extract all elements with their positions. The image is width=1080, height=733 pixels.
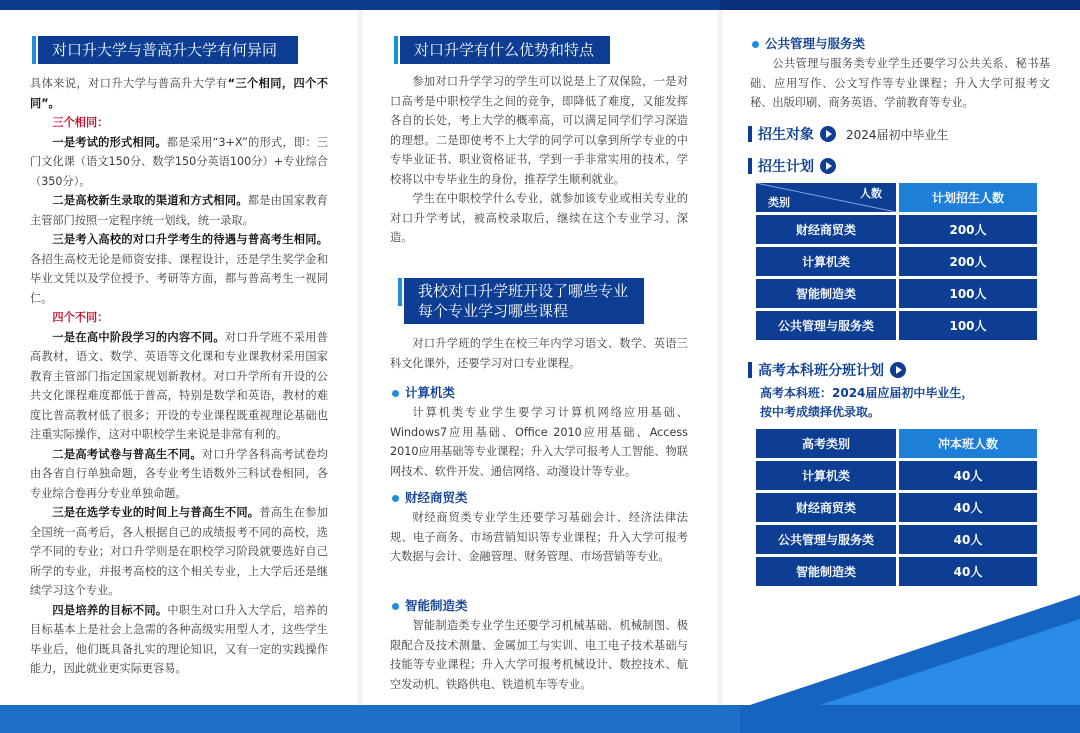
category-computer-text: 计算机类专业学生要学习计算机网络应用基础、Windows7应用基础、Office 2010应用基础、Access 2010应用基础等专业课程；升入大学可报考人工智能、物联网技术、软件开发、通信网络、动漫设计等专业。 (390, 406, 688, 478)
gk-class-table (753, 426, 1040, 589)
top-bar (0, 0, 1080, 10)
majors-title-line2: 每个专业学习哪些课程 (418, 302, 569, 320)
play-icon (890, 362, 906, 378)
table-row (756, 557, 1037, 586)
gk-description (760, 384, 973, 422)
same-1 (30, 133, 328, 192)
table-row (756, 215, 1037, 244)
diff-4 (30, 601, 328, 679)
diff-2-text: 对口升学各科高考试卷均由各省自行单独命题，各专业考生语数外三科试卷相同，各专业综合卷再分专业单独命题。 (30, 447, 328, 500)
diff-4-bold: 四是培养的目标不同。 (52, 603, 168, 617)
panel-middle (362, 10, 718, 705)
same-3-text: 各招生高校无论是师资安排、课程设计，还是学生奖学金和毕业文凭以及学位授予、考研等方面，都与普高考生一视同仁。 (30, 252, 328, 305)
row-count: 200人 (899, 247, 1037, 276)
top-bar-accent (720, 0, 1080, 10)
diff-1-text: 对口升学班不采用普高教材，语文、数学、英语等文化课和专业课教材采用国家教育主管部门指定国家规划新教材。对口升学所有开设的公共文化课程难度都低于普高，特别是数学和英语，教材的难度比普高教材低了很多；开设的专业课程既重视理论基础也注重实际操作，这对中职校学生来说是非常有利的。 (30, 330, 328, 441)
plan-heading (748, 156, 836, 176)
bullet-icon (392, 390, 399, 397)
majors-intro (390, 334, 688, 373)
section-title-majors (404, 278, 644, 324)
section-title-advantages: 对口升学有什么优势和特点 (400, 36, 610, 64)
four-diff-label: 四个不同： (52, 311, 109, 324)
same-3 (30, 230, 328, 308)
category-finance (392, 488, 468, 506)
row-name: 智能制造类 (756, 279, 896, 308)
panel-right (722, 10, 1080, 705)
table-row (756, 525, 1037, 554)
diff-3-text: 普高生在参加全国统一高考后，各人根据自己的成绩报考不同的高校，选学不同的专业；对口升学则是在职校学习阶段就要选好自己所学的专业，并报考高校的这个相关专业，上大学后还是继续学习这个专业。 (30, 506, 328, 597)
bullet-icon (392, 495, 399, 502)
differences-body (30, 74, 328, 679)
header-category-label: 类别 (768, 196, 790, 209)
table-row (756, 311, 1037, 340)
category-manufacturing-label: 智能制造类 (405, 598, 468, 613)
header-category-cell: 高考类别 (756, 429, 896, 458)
row-count: 40人 (899, 557, 1037, 586)
bullet-icon (392, 603, 399, 610)
table-row (756, 493, 1037, 522)
diff-2 (30, 445, 328, 504)
table-header-row (756, 429, 1037, 458)
row-count: 40人 (899, 461, 1037, 490)
bullet-icon (752, 41, 759, 48)
row-count: 40人 (899, 493, 1037, 522)
row-name: 智能制造类 (756, 557, 896, 586)
section-title-differences: 对口升大学与普高升大学有何异同 (38, 36, 298, 64)
target-heading (748, 124, 949, 144)
diff-2-bold: 二是高考试卷与普高生不同。 (52, 447, 202, 461)
diff-1-bold: 一是在高中阶段学习的内容不同。 (52, 330, 225, 344)
majors-title-line1: 我校对口升学班开设了哪些专业 (418, 282, 629, 300)
diff-3 (30, 503, 328, 601)
category-computer-desc (390, 403, 688, 481)
category-public-label: 公共管理与服务类 (765, 36, 866, 51)
row-name: 计算机类 (756, 247, 896, 276)
play-icon (820, 158, 836, 174)
diff-4-text: 中职生对口升入大学后，培养的目标基本上是社会上急需的各种高级实用型人才，这些学生毕业后，他们既具备扎实的理论知识，又有一定的实践操作能力，因此就业更实际更容易。 (30, 603, 328, 675)
advantages-para-2: 学生在中职校学什么专业，就参加该专业或相关专业的对口升学考试，被高校录取后，继续在这个专业学习、深造。 (390, 192, 688, 244)
category-public-desc (750, 54, 1050, 113)
header-plan-cell: 计划招生人数 (899, 183, 1037, 212)
category-manufacturing (392, 596, 468, 614)
category-computer-label: 计算机类 (405, 385, 456, 400)
intro-bold: “三个相同，四个不同”。 (30, 77, 328, 110)
advantages-body (390, 72, 688, 248)
enrollment-plan-table (753, 180, 1040, 343)
gk-label: 高考本科班分班计划 (758, 363, 884, 379)
diff-1 (30, 328, 328, 445)
category-finance-text: 财经商贸类专业学生还要学习基础会计、经济法律法规、电子商务、市场营销知识等专业课程；升入大学可报考大数据与会计、金融管理、财务管理、市场营销等专业。 (390, 511, 688, 563)
table-header-row (756, 183, 1037, 212)
row-count: 200人 (899, 215, 1037, 244)
row-name: 计算机类 (756, 461, 896, 490)
category-finance-desc (390, 508, 688, 567)
intro-text: 具体来说，对口升大学与普高升大学有 (30, 77, 228, 90)
same-2-bold: 二是高校新生录取的渠道和方式相同。 (52, 194, 248, 207)
row-count: 40人 (899, 525, 1037, 554)
gk-heading (748, 360, 906, 380)
header-count-cell: 冲本班人数 (899, 429, 1037, 458)
intro-paragraph (30, 74, 328, 113)
target-value: 2024届初中毕业生 (846, 128, 949, 142)
row-count: 100人 (899, 311, 1037, 340)
gk-desc-line1: 高考本科班：2024届应届初中毕业生， (760, 386, 974, 400)
three-same-label: 三个相同： (52, 116, 109, 129)
table-row (756, 279, 1037, 308)
category-manufacturing-text: 智能制造类专业学生还要学习机械基础、机械制图、极限配合及技术测量、金属加工与实训、电工电子技术基础与技能等专业课程；升入大学可报考机械设计、数控技术、航空发动机、铁路供电、铁道机车等专业。 (390, 619, 688, 691)
row-name: 财经商贸类 (756, 493, 896, 522)
same-2 (30, 191, 328, 230)
target-label: 招生对象 (758, 127, 814, 143)
category-public (752, 34, 865, 52)
play-icon (820, 126, 836, 142)
plan-label: 招生计划 (758, 159, 814, 175)
category-public-text: 公共管理与服务类专业学生还要学习公共关系、秘书基础、应用写作、公文写作等专业课程；升入大学可报考文秘、出版印刷、商务英语、学前教育等专业。 (750, 57, 1050, 109)
header-diagonal-cell (756, 183, 896, 212)
row-name: 公共管理与服务类 (756, 311, 896, 340)
category-computer (392, 383, 455, 401)
heading-bar (748, 158, 752, 174)
advantages-para-1: 参加对口升学学习的学生可以说是上了双保险，一是对口高考是中职校学生之间的竞争，即降低了难度，又能发挥各自的长处，考上大学的概率高，可以满足同学们学习深造的理想。二是即使考不上大学的同学可以拿到所学专业的中专毕业证书、职业资格证书，学到一手非常实用的技术，学校将以中专毕业生的身份，推荐学生顺利就业。 (390, 75, 688, 186)
row-name: 公共管理与服务类 (756, 525, 896, 554)
majors-intro-text: 对口升学班的学生在校三年内学习语文、数学、英语三科文化课外，还要学习对口专业课程。 (390, 337, 688, 370)
row-count: 100人 (899, 279, 1037, 308)
bottom-bar-accent (0, 705, 740, 733)
same-1-text: 都是采用“3+X”的形式，即：三门文化课（语文150分、数学150分英语100分）+专业综合（350分）。 (30, 135, 328, 188)
heading-bar (748, 126, 752, 142)
category-finance-label: 财经商贸类 (405, 490, 468, 505)
table-row (756, 461, 1037, 490)
panel-left (0, 10, 358, 705)
header-count-label: 人数 (860, 187, 882, 200)
same-2-text: 都是由国家教育主管部门按照一定程序统一划线，统一录取。 (30, 194, 328, 227)
diff-3-bold: 三是在选学专业的时间上与普高生不同。 (52, 506, 260, 519)
table-row (756, 247, 1037, 276)
same-1-bold: 一是考试的形式相同。 (52, 135, 167, 149)
category-manufacturing-desc (390, 616, 688, 694)
gk-desc-line2: 按中考成绩择优录取。 (760, 405, 881, 419)
row-name: 财经商贸类 (756, 215, 896, 244)
heading-bar (748, 362, 752, 378)
bottom-bar (0, 705, 1080, 733)
same-3-bold: 三是考入高校的对口升学考生的待遇与普高考生相同。 (52, 233, 328, 246)
